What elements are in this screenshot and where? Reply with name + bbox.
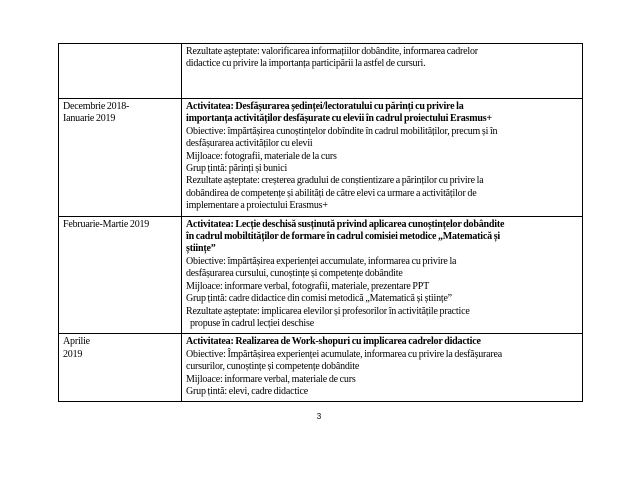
- date-cell: [59, 44, 182, 99]
- activity-detail-line: cursurilor, cunoștințe și competențe dobândite: [186, 361, 360, 373]
- activity-cell: [182, 216, 583, 334]
- date-cell: [59, 334, 182, 402]
- activity-detail-line: desfășurarea cursului, cunoștințe și competențe dobândite: [186, 268, 403, 280]
- activity-detail-line: Obiective: împărtășirea experienței accumulate, informarea cu privire la: [186, 255, 457, 267]
- activity-title-line: Activitatea: Lecție deschisă susținută privind aplicarea cunoștințelor dobândite: [186, 218, 505, 230]
- activity-detail-line: implementare a proiectului Erasmus+: [186, 200, 328, 212]
- activity-cell: [182, 99, 583, 217]
- activity-detail-line: Rezultate așteptate: valorificarea informațiilor dobândite, informarea cadrelor: [186, 46, 478, 57]
- date-line: Februarie-Martie 2019: [63, 218, 150, 230]
- table-row: [59, 334, 583, 402]
- date-line: Decembrie 2018-: [63, 101, 130, 112]
- activity-detail-line: Mijloace: informare verbal, fotografii, materiale, prezentare PPT: [186, 280, 430, 292]
- date-line: Aprilie: [63, 336, 90, 348]
- activity-detail-line: Obiective: împărtășirea cunoștințelor dobîndite în cadrul mobilităților, precum și în: [186, 125, 498, 137]
- activity-title-line: Activitatea: Realizarea de Work-shopuri cu implicarea cadrelor didactice: [186, 336, 481, 348]
- activity-table: [58, 43, 583, 402]
- activity-title-line: importanța activităților desfășurate cu elevii în cadrul proiectului Erasmus+: [186, 113, 492, 125]
- activity-title-line: științe”: [186, 243, 216, 255]
- activity-detail-line: Grup țintă: elevi, cadre didactice: [186, 385, 308, 397]
- activity-detail-line: Grup țintă: cadre didactice din comisi metodică „Matematică și științe”: [186, 293, 452, 305]
- activity-title-line: în cadrul mobiltităților de formare în cadrul comisiei metodice „Matematică și: [186, 231, 500, 243]
- activity-detail-line: Rezultate așteptate: creșterea gradului de conștientizare a părinților cu privire la: [186, 175, 484, 187]
- activity-cell: [182, 334, 583, 402]
- date-cell: [59, 216, 182, 334]
- activity-detail-line: Mijloace: fotografii, materiale de la curs: [186, 150, 337, 162]
- activity-detail-line: dobândirea de competențe și abilități de către elevi ca urmare a activităților de: [186, 187, 477, 199]
- activity-detail-line: desfășurarea activităților cu elevii: [186, 138, 313, 150]
- table-row: [59, 216, 583, 334]
- activity-detail-line: propuse în cadrul lecției deschise: [190, 317, 314, 329]
- activity-detail-line: Obiective: Împărtășirea experienței acumulate, informarea cu privire la desfășurarea: [186, 348, 502, 360]
- date-line: Ianuarie 2019: [63, 113, 116, 125]
- date-cell: [59, 99, 182, 217]
- activity-detail-line: Grup țintă: părinți și bunici: [186, 163, 288, 175]
- activity-detail-line: Mijloace: informare verbal, materiale de curs: [186, 373, 356, 385]
- activity-detail-line: didactice cu privire la importanța participării la astfel de cursuri.: [186, 58, 426, 70]
- activity-detail-line: Rezultate așteptate: implicarea elevilor și profesorilor în activitățile practice: [186, 305, 470, 317]
- activity-title-line: Activitatea: Desfășurarea ședinței/lectoratului cu părinți cu privire la: [186, 101, 464, 112]
- table-row: [59, 99, 583, 217]
- activity-cell: [182, 44, 583, 99]
- date-line: 2019: [63, 348, 83, 360]
- table-row: [59, 44, 583, 99]
- page-number: 3: [316, 412, 322, 421]
